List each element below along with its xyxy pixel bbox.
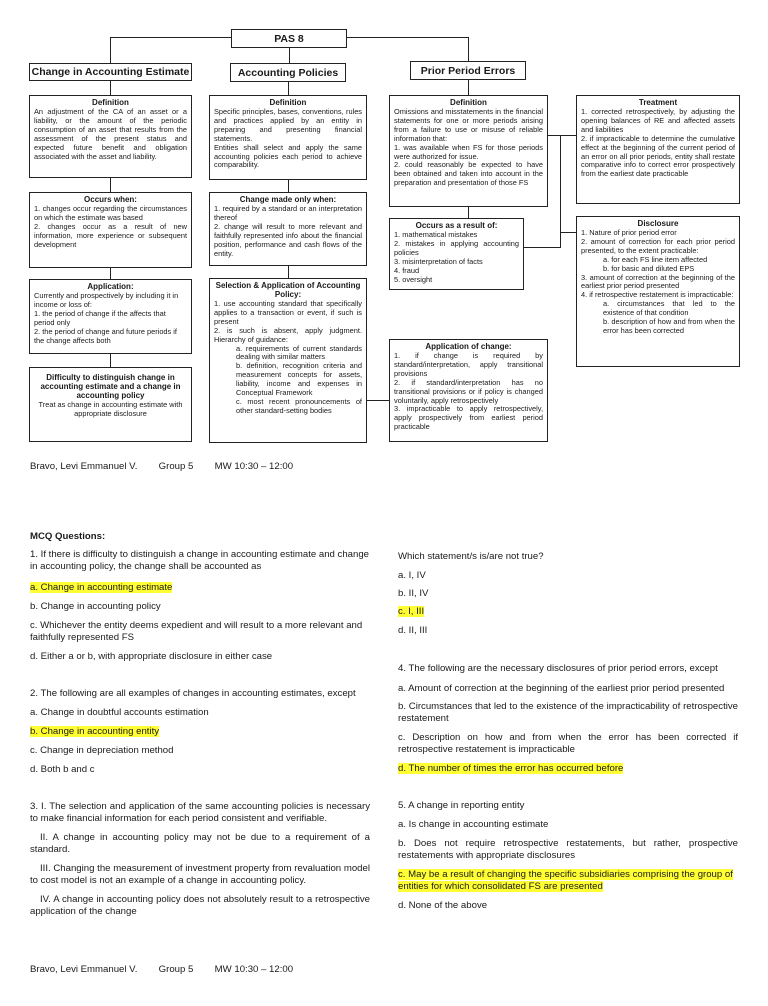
- errors-definition-text: Omissions and misstatements in the financial statements for one or more periods arising from a failure to use or misuse of reliable information that:: [394, 107, 543, 143]
- q1-option-d: d. Either a or b, with appropriate disclosure in either case: [30, 651, 273, 662]
- errors-definition-box: [389, 95, 548, 207]
- errors-application-item: 3. impracticable to apply retrospectively, apply prospectively from earliest period practicable: [394, 404, 543, 432]
- question-1: 1. If there is difficulty to distinguish a change in accounting estimate and change in accounting policy, the change shall be accounted as: [30, 549, 370, 572]
- q4-option-b: b. Circumstances that led to the existence of the impracticability of retrospective restatement: [398, 701, 738, 724]
- q2-option-d: d. Both b and c: [30, 764, 95, 775]
- policies-selection-subitem: a. requirements of current standards dealing with similar matters: [236, 343, 362, 362]
- errors-occurs-title: Occurs as a result of:: [415, 221, 498, 230]
- estimate-application-item: 2. the period of change and future periods if the change affects both: [34, 326, 177, 345]
- errors-treatment-item: 1. corrected retrospectively, by adjusting the opening balances of RE and affected assets and liabilities: [581, 107, 735, 134]
- policies-definition-title: Definition: [269, 98, 307, 107]
- question-3-statement-1: 3. I. The selection and application of the same accounting policies is necessary to make financial information for each period consistent and verifiable.: [30, 801, 370, 824]
- question-3-prompt: Which statement/s is/are not true?: [398, 551, 544, 562]
- policies-definition-text: Specific principles, bases, conventions, rules and practices applied by an entity in preparing and presenting financial statements.: [214, 107, 362, 143]
- policies-selection-title: Selection & Application of Accounting Policy:: [215, 281, 361, 299]
- connector-line: [468, 206, 469, 218]
- errors-disclosure-subitem: b. for basic and diluted EPS: [603, 263, 695, 273]
- estimate-occurs-box: [29, 192, 192, 268]
- connector-line: [560, 232, 576, 233]
- q3-option-a: a. I, IV: [398, 570, 426, 581]
- errors-disclosure-title: Disclosure: [637, 219, 679, 228]
- policies-selection-box: [209, 278, 367, 443]
- estimate-occurs-title: Occurs when:: [84, 195, 137, 204]
- policies-selection-item: 2. is such is absent, apply judgment. Hierarchy of guidance:: [214, 325, 362, 344]
- q1-option-a: [30, 582, 172, 594]
- estimate-difficulty-box: [29, 367, 192, 442]
- errors-definition-text: 2. could reasonably be expected to have been obtained and taken into account in the preparation and presentation of those FS: [394, 160, 543, 188]
- q4-option-a: a. Amount of correction at the beginning of the earliest prior period presented: [398, 683, 725, 694]
- estimate-occurs-item: 1. changes occur regarding the circumstances on which the estimate was based: [34, 204, 187, 222]
- policies-change-box: [209, 192, 367, 266]
- errors-treatment-item: 2. if impracticable to determine the cumulative effect at the beginning of the current period of an error on all prior periods, entity shall restate comparative info to correct error prospectively from the earliest date practicable: [581, 133, 735, 179]
- q2-option-a: a. Change in doubtful accounts estimation: [30, 707, 209, 718]
- q3-option-b: b. II, IV: [398, 588, 429, 599]
- connector-line: [468, 80, 469, 95]
- errors-treatment-box: [576, 95, 740, 204]
- connector-line: [366, 400, 389, 401]
- errors-occurs-box: [389, 218, 524, 290]
- errors-header-box: [410, 61, 526, 80]
- estimate-definition-text: An adjustment of the CA of an asset or a liability, or the amount of the periodic consumption of an asset that results from the assessment of the present status and expected future benefit and obligation associated with the asset and liability.: [34, 107, 187, 161]
- q1-answer-highlight: a. Change in accounting estimate: [30, 582, 173, 593]
- connector-line: [110, 267, 111, 279]
- estimate-application-item: Currently and prospectively by including it in income or loss of:: [34, 291, 179, 309]
- q3-option-c: [398, 606, 424, 618]
- errors-header: Prior Period Errors: [420, 64, 516, 77]
- connector-line: [110, 353, 111, 367]
- errors-disclosure-item: 2. amount of correction for each prior period presented, to the extent practicable:: [581, 236, 735, 255]
- policies-change-item: 2. change will result to more relevant and faithfully represented info about the financial position, performance and cash flows of the entity.: [214, 221, 362, 258]
- q5-option-a: a. Is change in accounting estimate: [398, 819, 549, 830]
- policies-selection-subitem: c. most recent pronouncements of other standard-setting bodies: [236, 396, 362, 415]
- q4-option-c: c. Description on how and from when the error has been corrected if retrospective restatement is impracticable: [398, 732, 738, 755]
- estimate-application-box: [29, 279, 192, 354]
- errors-application-item: 1. if change is required by standard/interpretation, apply transitional provisions: [394, 351, 543, 378]
- pas8-title: PAS 8: [274, 32, 304, 45]
- estimate-application-item: 1. the period of change if the affects that period only: [34, 308, 166, 327]
- estimate-header-box: [29, 63, 192, 81]
- policies-header: Accounting Policies: [237, 66, 339, 79]
- connector-line: [110, 80, 111, 95]
- connector-line: [289, 48, 290, 63]
- errors-application-item: 2. if standard/interpretation has no transitional provisions or if policy is changed voluntarily, apply retrospectively: [394, 377, 543, 405]
- errors-disclosure-item: 1. Nature of prior period error: [581, 228, 677, 237]
- policies-definition-text: Entities shall select and apply the same accounting policies each period to achieve comparability.: [214, 142, 362, 170]
- q2-option-c: c. Change in depreciation method: [30, 745, 174, 756]
- errors-application-box: [389, 339, 548, 442]
- connector-line: [468, 37, 469, 61]
- q4-answer-highlight: d. The number of times the error has occurred before: [398, 763, 624, 774]
- errors-occurs-item: 5. oversight: [394, 274, 433, 284]
- errors-disclosure-subitem: a. circumstances that led to the existence of that condition: [603, 299, 735, 318]
- errors-disclosure-box: [576, 216, 740, 367]
- connector-line: [110, 177, 111, 192]
- errors-definition-text: 1. was available when FS for those periods were authorized for issue.: [394, 142, 543, 161]
- question-5: 5. A change in reporting entity: [398, 800, 525, 811]
- connector-line: [288, 80, 289, 95]
- connector-line: [560, 135, 561, 247]
- q1-option-c: c. Whichever the entity deems expedient and will result to a more relevant and faithfully represented FS: [30, 620, 363, 643]
- errors-disclosure-item: 4. if retrospective restatement is impracticable:: [581, 290, 734, 300]
- policies-change-item: 1. required by a standard or an interpretation thereof: [214, 204, 362, 222]
- estimate-definition-title: Definition: [92, 98, 129, 107]
- question-3-statement-3: III. Changing the measurement of investment property from revaluation model to cost model is not an example of a change in accounting policy.: [30, 863, 370, 886]
- errors-occurs-item: 2. mistakes in applying accounting policies: [394, 238, 519, 257]
- errors-disclosure-item: 3. amount of correction at the beginning of the earliest prior period presented: [581, 272, 735, 291]
- q5-answer-highlight: c. May be a result of changing the specific subsidiaries comprising the group of entities for which consolidated FS are presented: [398, 869, 733, 892]
- q5-option-d: d. None of the above: [398, 900, 488, 911]
- connector-line: [110, 37, 111, 63]
- question-2: 2. The following are all examples of changes in accounting estimates, except: [30, 688, 356, 699]
- policies-definition-box: [209, 95, 367, 180]
- question-4: 4. The following are the necessary disclosures of prior period errors, except: [398, 663, 718, 674]
- q3-answer-highlight: c. I, III: [398, 606, 425, 617]
- connector-line: [524, 247, 561, 248]
- mcq-title: MCQ Questions:: [30, 531, 106, 542]
- estimate-header: Change in Accounting Estimate: [31, 66, 190, 78]
- errors-disclosure-subitem: a. for each FS line item affected: [603, 254, 708, 264]
- errors-disclosure-subitem: b. description of how and from when the error has been corrected: [603, 317, 735, 335]
- errors-application-title: Application of change:: [425, 342, 512, 351]
- connector-line: [288, 180, 289, 192]
- q2-answer-highlight: b. Change in accounting entity: [30, 726, 160, 737]
- errors-treatment-title: Treatment: [638, 98, 678, 107]
- policies-header-box: [230, 63, 346, 82]
- policies-selection-subitem: b. definition, recognition criteria and measurement concepts for assets, liability, income and expenses in Conceptual Framework: [236, 361, 362, 398]
- estimate-application-title: Application:: [87, 282, 134, 291]
- author-footer: Bravo, Levi Emmanuel V. Group 5 MW 10:30 – 12:00: [30, 461, 294, 472]
- errors-occurs-item: 3. misinterpretation of facts: [394, 256, 483, 266]
- pas8-root-box: [231, 29, 347, 48]
- author-footer: Bravo, Levi Emmanuel V. Group 5 MW 10:30 – 12:00: [30, 964, 294, 975]
- estimate-definition-box: [29, 95, 192, 178]
- estimate-occurs-item: 2. changes occur as a result of new information, more experience or subsequent development: [34, 221, 187, 249]
- q4-option-d: [398, 763, 623, 775]
- errors-occurs-item: 1. mathematical mistakes: [394, 230, 478, 239]
- q1-option-b: b. Change in accounting policy: [30, 601, 161, 612]
- estimate-difficulty-title: Difficulty to distinguish change in accounting estimate and a change in accounting policy: [40, 373, 181, 400]
- q2-option-b: [30, 726, 159, 738]
- q5-option-c: [398, 869, 740, 893]
- policies-selection-item: 1. use accounting standard that specifically applies to a transaction or event, if such is present: [214, 299, 362, 326]
- question-3-statement-4: IV. A change in accounting policy does not absolutely result to a retrospective application of the change: [30, 894, 370, 917]
- q5-option-b: b. Does not require retrospective restatements, but rather, prospective restatements with appropriate disclosures: [398, 838, 738, 861]
- q3-option-d: d. II, III: [398, 625, 428, 636]
- question-3-statement-2: II. A change in accounting policy may not be due to a requirement of a standard.: [30, 832, 370, 855]
- connector-line: [288, 265, 289, 278]
- errors-definition-title: Definition: [450, 98, 487, 107]
- estimate-difficulty-text: Treat as change in accounting estimate with appropriate disclosure: [38, 400, 183, 418]
- connector-line: [548, 135, 576, 136]
- policies-change-title: Change made only when:: [239, 195, 337, 204]
- errors-occurs-item: 4. fraud: [394, 265, 420, 275]
